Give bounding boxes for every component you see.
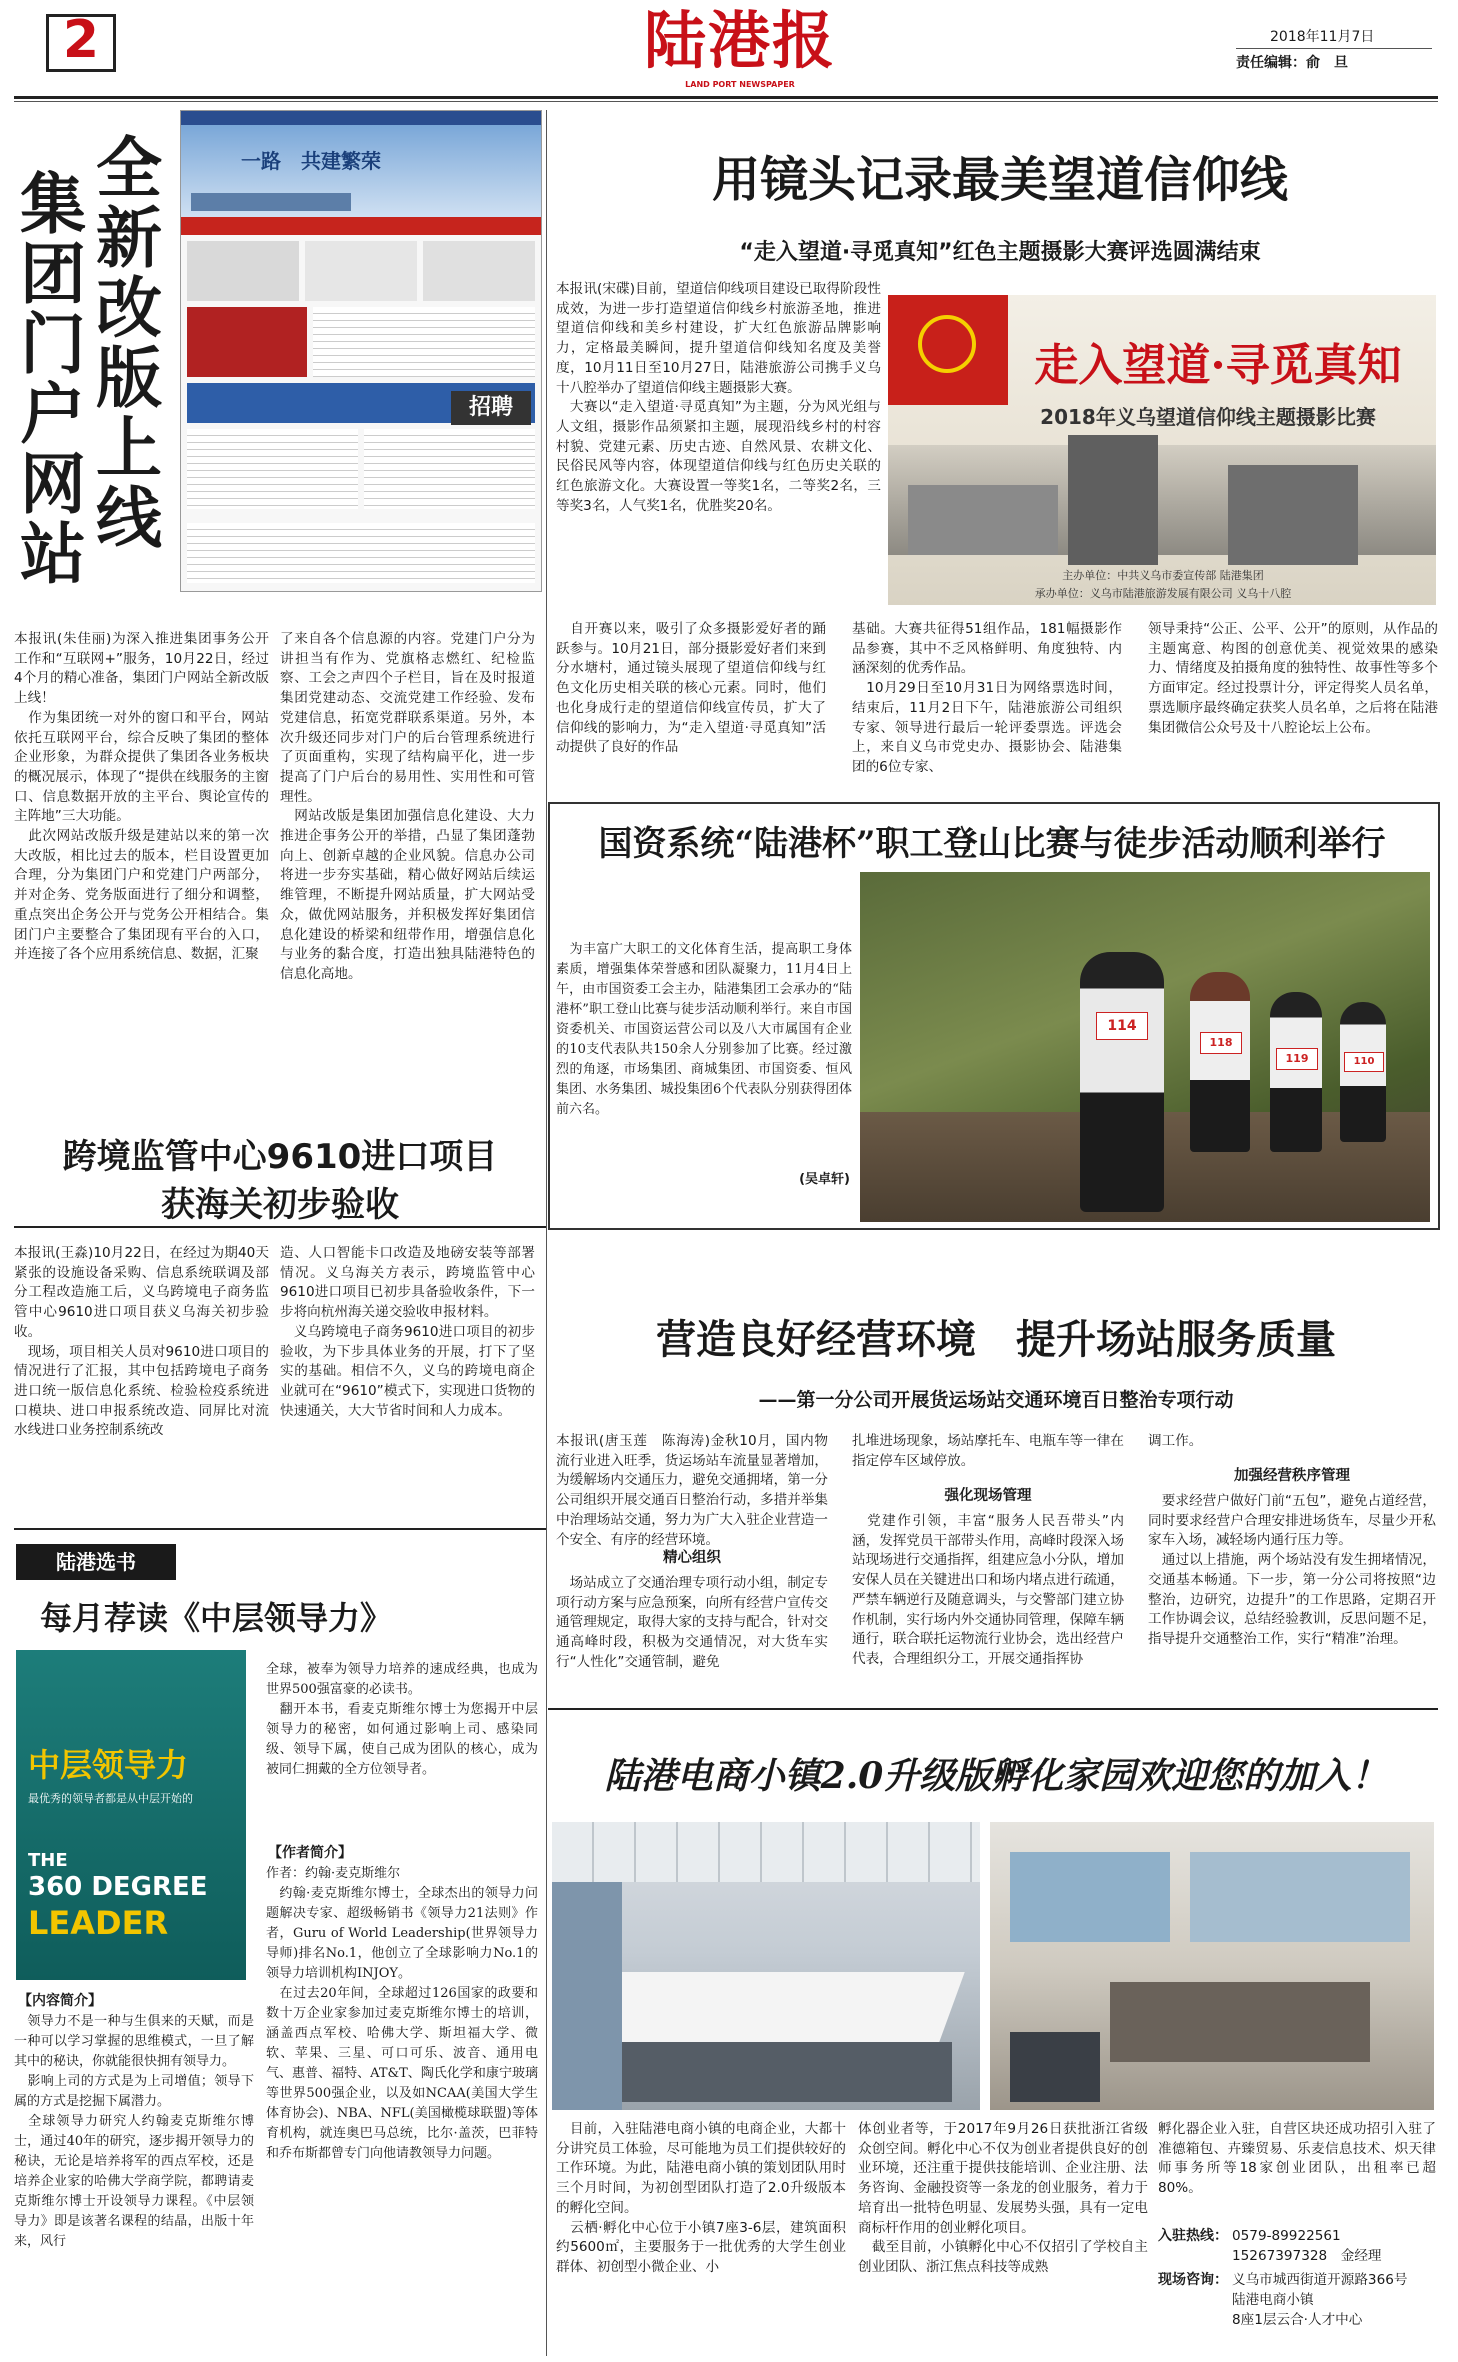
a5-body-left: 领导力不是一种与生俱来的天赋，而是一种可以学习掌握的思维模式，一旦了解其中的秘诀，你就能很快拥有领导力。 影响上司的方式是为上司增值；领导下属的方式是挖掘下属潜力。 全球领导力研究人约翰麦克斯维尔博士，通过40年的研究，逐步揭开领导力的秘诀，无论是培养将军的西点军校，还是培养企业家的哈佛大学商学院，都聘请麦克斯维尔博士开设领导力课程。《中层领导力》即是该著名课程的结晶，出版十年来，风行 [14,2014,254,2249]
a7-addr-label: 现场咨询： [1158,2272,1228,2288]
hiking-photo [860,872,1430,1222]
a1-body-left: 本报讯(朱佳丽)为深入推进集团事务公开工作和“互联网+”服务，10月22日，经过4个月的精心准备，集团门户网站全新改版上线！ 作为集团统一对外的窗口和平台，网站依托互联网平台，综合反映了集团的整体企业形象，为群众提供了集团各业务板块的概况展示，体现了“提供在线服务的主窗口、信息数据开放的主平台、舆论宣传的主阵地”三大功能。 此次网站改版升级是建站以来的第一次大改版，相比过去的版本，栏目设置更加合理，分为集团门户和党建门户两部分，并对企务、党务版面进行了细分和调整，重点突出企务公开与党务公开相结合。集团门户主要整合了集团现有平台的入口，并连接了各个应用系统信息、数据，汇聚 [14,631,269,963]
runner-1 [1080,952,1164,1212]
a1-body-right: 了来自各个信息源的内容。党建门户分为讲担当有作为、党旗格志燃红、纪检监察、工会之声四个子栏目，旨在及时报道集团党建动态、交流党建工作经验、发布党建信息，拓宽党群联系渠道。另外，本次升级还同步对门户的后台管理系统进行了页面重构，实现了结构扁平化，进一步提高了门户后台的易用性、实用性和可管理性。 网站改版是集团加强信息化建设、大力推进企事务公开的举措，凸显了集团蓬勃向上、创新卓越的企业风貌。信息办公司将进一步夯实基础，精心做好网站后续运维管理，不断提升网站质量，扩大网站受众，做优网站服务，并积极发挥好集团信息化建设的桥梁和纽带作用，增强信息化与业务的黏合度，打造出独具陆港特色的信息化高地。 [280,631,535,982]
a5-author-head: 【作者简介】 [268,1845,352,1861]
bib-2: 118 [1200,1032,1242,1054]
a3-title: 国资系统“陆港杯”职工登山比赛与徒步活动顺利举行 [598,824,1386,864]
a6-body1b: 场站成立了交通治理专项行动小组，制定专项行动方案与应急预案，向所有经营户宣传交通管理规定，取得大家的支持与配合，针对交通高峰时段，积极为交通情况，对大货车实行“人性化”交通管制，避免 [556,1575,828,1670]
a6-body3b: 要求经营户做好门前“五包”，避免占道经营，同时要求经营户合理安排进场货车，尽量少开私家车入场，减轻场内通行压力等。 通过以上措施，两个场站没有发生拥堵情况，交通基本畅通。下一步，第一分公司将按照“边整治，边研究，边提升”的工作思路，定期召开工作协调会议，总结经验教训，反思问题不足，指导提升交通整治工作，实行“精准”治理。 [1148,1493,1436,1647]
a7-banner: 陆港电商小镇2.0升级版孵化家园欢迎您的加入！ [604,1755,1388,1797]
runner-3 [1270,992,1322,1152]
a6-body1: 本报讯(唐玉莲 陈海涛)金秋10月，国内物流行业进入旺季，货运场站车流量显著增加，为缓解场内交通压力，避免交通拥堵，第一分公司组织开展交通百日整治行动，多措并举集中治理场站交通，努力为广大入驻企业营造一个安全、有序的经营环境。 [556,1433,828,1548]
a5-tag: 陆港选书 [16,1544,176,1580]
book-cover-en1: THE [28,1850,68,1871]
a6-sub1: 精心组织 [663,1550,721,1566]
a7-hotline-label: 入驻热线： [1158,2228,1228,2244]
a2-body1: 本报讯(宋碟)目前，望道信仰线项目建设已取得阶段性成效，为进一步打造望道信仰线乡村旅游圣地，推进望道信仰线和美乡村建设，扩大红色旅游品牌影响力，定格最美瞬间，提升望道信仰线知名度及美誉度，10月11日至10月27日，陆港旅游公司携手义乌十八腔举办了望道信仰线主题摄影大赛。 大赛以“走入望道·寻觅真知”为主题，分为风光组与人文组，摄影作品须紧扣主题，展现沿线乡村的村容村貌、党建元素、历史古迹、自然风景、农耕文化、民俗民风等内容，体现望道信仰线与红色历史关联的红色旅游文化。大赛设置一等奖1名，二等奖2名，三等奖3名，人气奖1名，优胜奖20名。 [556,281,881,514]
bib-3: 119 [1276,1048,1318,1070]
a6-bottom-rule [548,1708,1438,1710]
bib-4: 110 [1344,1052,1384,1072]
a4-bottom-rule [14,1528,546,1530]
masthead: 陆港报 [643,4,836,77]
a5-body-mid2: 作者：约翰·麦克斯维尔 约翰·麦克斯维尔博士，全球杰出的领导力问题解决专家、超级畅销书《领导力21法则》作者，Guru of World Leadership(世界领导力导师)排名No.1，他创立了全球影响力No.1的领导力培训机构INJOY。 在过去20年间，全球超过126国家的政要和数十万企业家参加过麦克斯维尔博士的培训，涵盖西点军校、哈佛大学、斯坦福大学、微软、苹果、三星、可口可乐、波音、通用电气、惠普、福特、AT&T、陶氏化学和康宁玻璃等世界500强企业，以及如NCAA(美国大学生体育协会)、NBA、NFL(美国橄榄球联盟)等体育机构，就连奥巴马总统，比尔·盖茨，巴菲特和乔布斯都曾专门向他请教领导力问题。 [266,1866,538,2161]
a2-body4: 领导秉持“公正、公平、公开”的原则，从作品的主题寓意、构图的创意优美、视觉效果的感染力、情绪度及拍摄角度的独特性、故事性等多个方面审定。经过投票计分，评定得奖人员名单，票选顺序最终确定获奖人员名单，之后将在陆港集团微信公众号及十八腔论坛上公布。 [1148,621,1438,736]
book-cover-title: 中层领导力 [28,1746,189,1784]
a4-title-line1: 跨境监管中心9610进口项目 [62,1137,498,1177]
a7-body1: 目前，入驻陆港电商小镇的电商企业，大都十分讲究员工体验，尽可能地为员工们提供较好的工作环境。为此，陆港电商小镇的策划团队用时三个月时间，为初创型团队打造了2.0升级版本的孵化空间。 云栖·孵化中心位于小镇7座3-6层，建筑面积约5600㎡，主要服务于一批优秀的大学生创业群体、初创型小微企业、小 [556,2121,846,2275]
page-number: 2 [62,10,100,70]
contest-poster [888,295,1436,605]
screenshot-banner: 一路 共建繁荣 [241,149,381,173]
a7-hotline-2: 15267397328 金经理 [1232,2248,1382,2264]
a6-body3a: 调工作。 [1148,1433,1203,1449]
masthead-en: LAND PORT NEWSPAPER [685,80,795,89]
a2-body3: 基础。大赛共征得51组作品，181幅摄影作品参赛，其中不乏风格鲜明、角度独特、内涵深刻的优秀作品。 10月29日至10月31日为网络票选时间，结束后，11月2日下午，陆港旅游公司组织专家、领导进行最后一轮评委票选。评选会上，来自义乌市党史办、摄影协会、陆港集团的6位专家、 [852,621,1122,775]
a4-body-left: 本报讯(王淼)10月22日，在经过为期40天紧张的设施设备采购、信息系统联调及部分工程改造施工后，义乌跨境电子商务监管中心9610进口项目获义乌海关初步验收。 现场，项目相关人员对9610进口项目的情况进行了汇报，其中包括跨境电子商务进口统一版信息化系统、检验检疫系统进口模块、进口申报系统改造、同屏比对流水线进口业务控制系统改 [14,1245,269,1439]
a5-intro-head: 【内容简介】 [18,1993,102,2009]
book-cover [16,1650,246,1980]
a7-body2: 体创业者等，于2017年9月26日获批浙江省级众创空间。孵化中心不仅为创业者提供良好的创业环境，还注重于提供技能培训、企业注册、法务咨询、金融投资等一条龙的创业服务，着力于培育出一批特色明显、发展势头强，具有一定电商标杆作用的创业孵化项目。 截至目前，小镇孵化中心不仅招引了学校自主创业团队、浙江焦点科技等成熟 [858,2121,1148,2275]
a4-body-right: 造、人口智能卡口改造及地磅安装等部署情况。义乌海关方表示，跨境监管中心9610进口项目已初步具备验收条件，下一步将向杭州海关递交验收申报材料。 义乌跨境电子商务9610进口项目的初步验收，为下步具体业务的开展，打下了坚实的基础。相信不久，义乌的跨境电商企业就可在“9610”模式下，实现进口货物的快速通关，大大节省时间和人力成本。 [280,1245,535,1419]
website-screenshot [180,110,542,592]
a7-addr-1: 义乌市城西街道开源路366号 [1232,2272,1408,2288]
a6-sub3: 加强经营秩序管理 [1234,1468,1350,1484]
poster-cohost: 承办单位：义乌市陆港旅游发展有限公司 义乌十八腔 [1034,587,1292,600]
a1-title-col1: 全新改版上线 [96,130,162,557]
col-divider-lower [546,1226,547,2356]
header-date-rule [1236,48,1432,49]
a6-title: 营造良好经营环境 提升场站服务质量 [656,1317,1336,1363]
col-divider-left [546,110,547,1226]
header-rule-thin [14,101,1438,102]
book-cover-en2: 360 DEGREE [28,1872,208,1902]
a6-subtitle: ——第一分公司开展货运场站交通环境百日整治专项行动 [758,1389,1234,1411]
a5-body-mid1: 全球，被奉为领导力培养的速成经典，也成为世界500强富豪的必读书。 翻开本书，看麦克斯维尔博士为您揭开中层领导力的秘密，如何通过影响上司、感染同级、领导下属，使自己成为团队的核心，成为被同仁拥戴的全方位领导者。 [266,1662,538,1777]
a6-body2a: 扎堆进场现象，场站摩托车、电瓶车等一律在指定停车区域停放。 [852,1433,1124,1469]
book-cover-en3: LEADER [28,1904,169,1942]
a7-addr-2: 陆港电商小镇 [1232,2292,1314,2308]
issue-date: 2018年11月7日 [1270,29,1375,45]
book-cover-sub: 最优秀的领导者都是从中层开始的 [28,1792,193,1805]
office-photo-left [552,1822,980,2110]
a6-body2b: 党建作引领，丰富“服务人民吾带头”内涵，发挥党员干部带头作用，高峰时段深入场站现场进行交通指挥，组建应急小分队，增加安保人员在关键进出口和场内堵点进行疏通，严禁车辆逆行及随意调头，与交警部门建立协作机制，实行场内外交通协同管理，保障车辆通行，联合联托运物流行业协会，选出经营户代表，合理组织分工，开展交通指挥协 [852,1513,1124,1667]
poster-organizer: 主办单位：中共义乌市委宣传部 陆港集团 [1062,569,1264,582]
poster-subtitle: 2018年义乌望道信仰线主题摄影比赛 [1040,405,1376,429]
screenshot-badge: 招聘 [451,391,531,425]
a2-title: 用镜头记录最美望道信仰线 [711,152,1288,208]
a3-body: 为丰富广大职工的文化体育生活，提高职工身体素质，增强集体荣誉感和团队凝聚力，11月4日上午，由市国资委工会主办，陆港集团工会承办的“陆港杯”职工登山比赛与徒步活动顺利举行。来自市国资委机关、市国资运营公司以及八大市属国有企业的10支代表队共150余人分别参加了比赛。经过激烈的角逐，市场集团、商城集团、市国资委、恒风集团、水务集团、城投集团6个代表队分别获得团体前六名。 [556,942,852,1117]
a6-sub2: 强化现场管理 [944,1488,1032,1504]
editor: 责任编辑：俞 旦 [1236,55,1348,71]
runner-2 [1190,972,1250,1152]
office-photo-right [990,1822,1434,2110]
header-rule [14,96,1438,99]
a7-addr-3: 8座1层云合·人才中心 [1232,2312,1363,2328]
poster-title: 走入望道·寻觅真知 [1034,340,1402,391]
runner-4 [1340,1002,1386,1142]
a4-title-line2: 获海关初步验收 [161,1185,399,1225]
a7-body3: 孵化器企业入驻，自营区块还成功招引入驻了准德箱包、卉臻贸易、乐麦信息技术、炽天律师事务所等18家创业团队，出租率已超80%。 [1158,2121,1436,2197]
a2-body2: 自开赛以来，吸引了众多摄影爱好者的踊跃参与。10月21日，部分摄影爱好者们来到分水塘村，通过镜头展现了望道信仰线与红色文化历史相关联的核心元素。同时，他们也化身成行走的望道信仰线宣传员，扩大了信仰线的影响力，为“走入望道·寻觅真知”活动提供了良好的作品 [556,621,826,756]
a1-title-col2: 集团门户网站 [20,166,86,593]
a3-byline: (吴卓轩) [799,1172,850,1187]
a2-subtitle: “走入望道·寻觅真知”红色主题摄影大赛评选圆满结束 [739,240,1261,265]
a7-hotline-1: 0579-89922561 [1232,2228,1341,2244]
a5-title: 每月荐读《中层领导力》 [40,1599,393,1637]
bib-1: 114 [1096,1012,1148,1040]
